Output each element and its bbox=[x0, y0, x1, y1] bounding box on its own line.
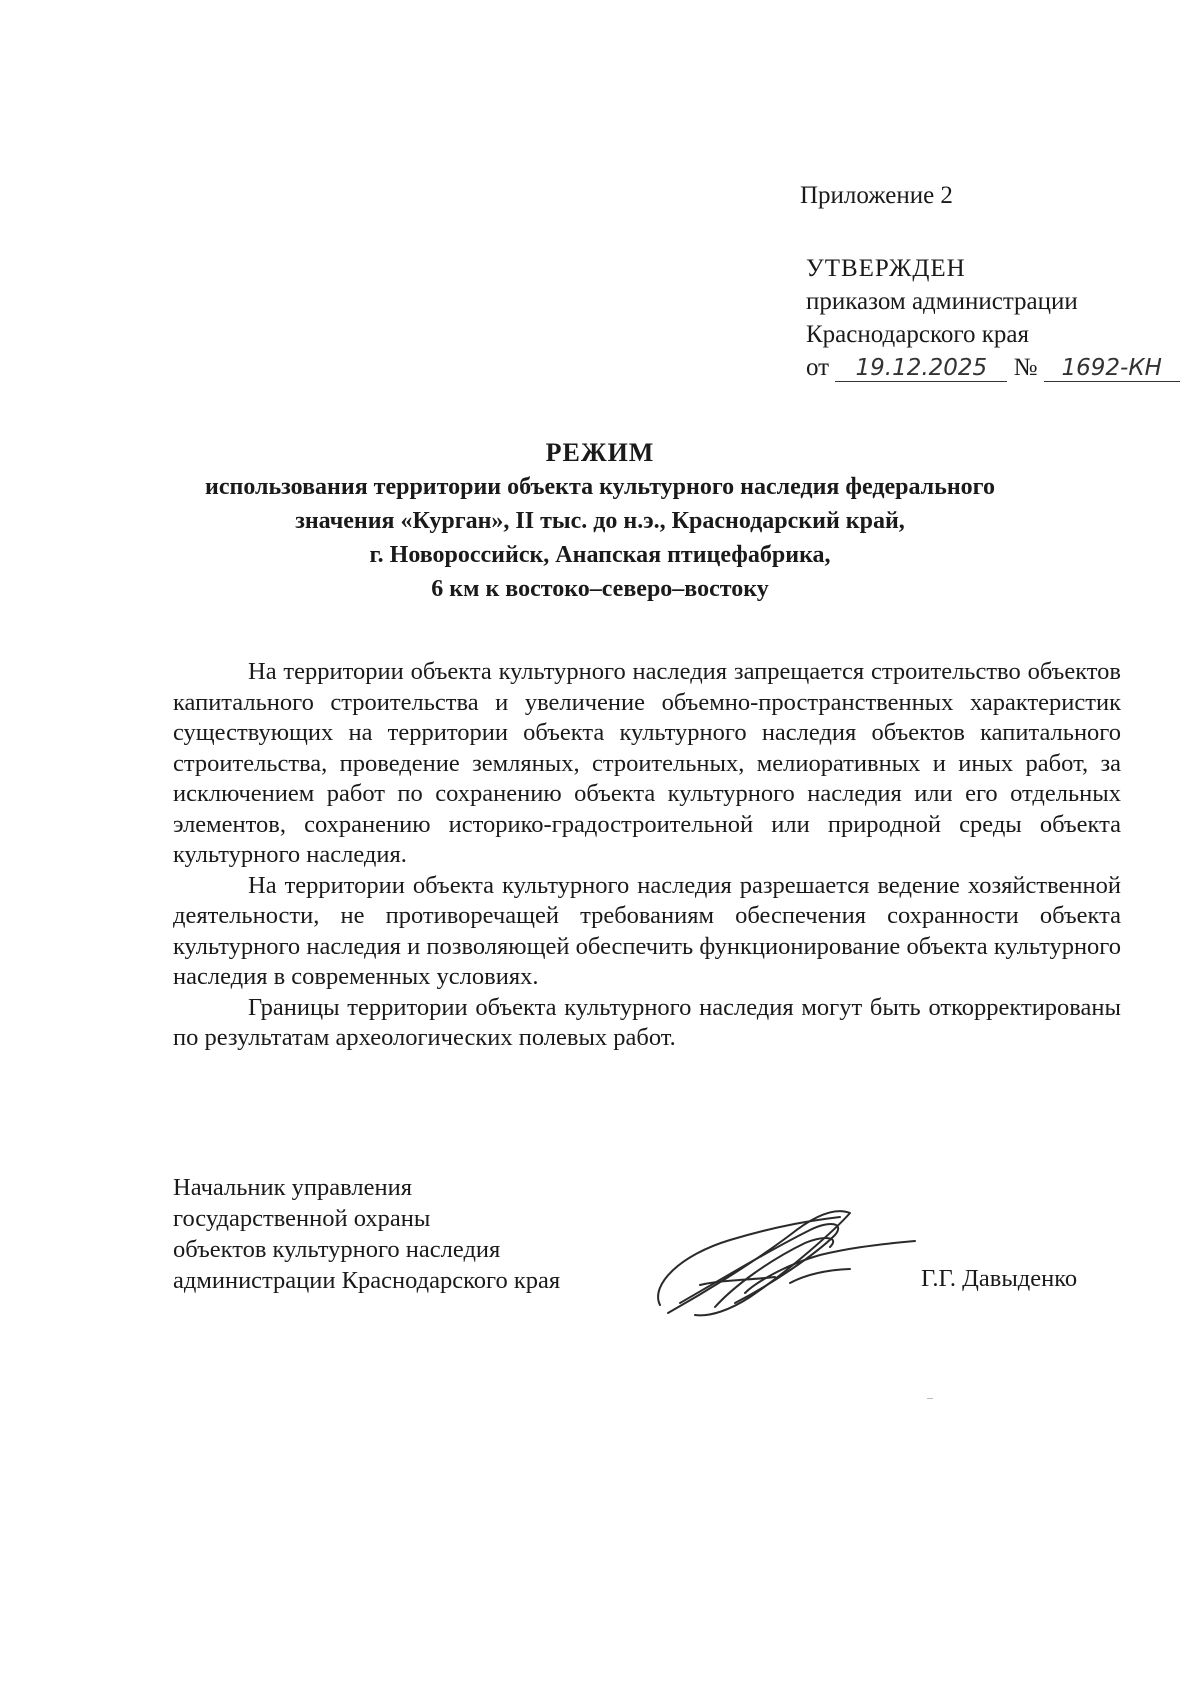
document-heading bbox=[0, 436, 1200, 606]
body-paragraph-3: Границы территории объекта культурного наследия могут быть откорректированы по результатам археологических полевых работ. bbox=[173, 993, 1121, 1051]
heading-line1: использования территории объекта культурного наследия федерального bbox=[205, 474, 995, 500]
appendix-label: Приложение 2 bbox=[800, 182, 953, 209]
approved-by-line2: Краснодарского края bbox=[806, 321, 1029, 348]
signer-position bbox=[173, 1172, 560, 1296]
body-paragraph-2: На территории объекта культурного наследия разрешается ведение хозяйственной деятельности, не противоречащей требованиям обеспечения сохранности объекта культурного наследия и позволяющей обеспечить функционирование объекта культурного наследия в современных условиях. bbox=[173, 871, 1121, 990]
position-line1: Начальник управления bbox=[173, 1174, 412, 1201]
heading-line2: значения «Курган», II тыс. до н.э., Краснодарский край, bbox=[295, 508, 905, 534]
order-date-handwritten: 19.12.2025 bbox=[835, 355, 1007, 382]
approved-by-line1: приказом администрации bbox=[806, 288, 1078, 315]
order-prefix: от bbox=[806, 354, 830, 381]
heading-line4: 6 км к востоко–северо–востоку bbox=[431, 576, 769, 602]
heading-line3: г. Новороссийск, Анапская птицефабрика, bbox=[369, 542, 831, 568]
signer-name: Г.Г. Давыденко bbox=[921, 1265, 1078, 1292]
approved-label: УТВЕРЖДЕН bbox=[806, 255, 966, 282]
body-paragraph-1: На территории объекта культурного наследия запрещается строительство объектов капитального строительства и увеличение объемно-пространственных характеристик существующих на территории объекта культурного наследия объектов капитального строительства, проведение земляных, строительных, мелиоративных и иных работ, за исключением работ по сохранению объекта культурного наследия или его отдельных элементов, сохранению историко-градостроительной или природной среды объекта культурного наследия. bbox=[173, 658, 1121, 868]
scan-speck bbox=[927, 1398, 933, 1399]
position-line4: администрации Краснодарского края bbox=[173, 1267, 561, 1294]
order-number-prefix: № bbox=[1013, 354, 1038, 381]
order-line bbox=[806, 351, 1180, 384]
position-line3: объектов культурного наследия bbox=[173, 1236, 501, 1263]
handwritten-signature bbox=[640, 1185, 930, 1335]
approval-block bbox=[806, 252, 1180, 384]
order-number-handwritten: 1692-КН bbox=[1044, 355, 1180, 382]
position-line2: государственной охраны bbox=[173, 1205, 431, 1232]
document-title: РЕЖИМ bbox=[545, 438, 655, 467]
document-body bbox=[173, 657, 1121, 1054]
